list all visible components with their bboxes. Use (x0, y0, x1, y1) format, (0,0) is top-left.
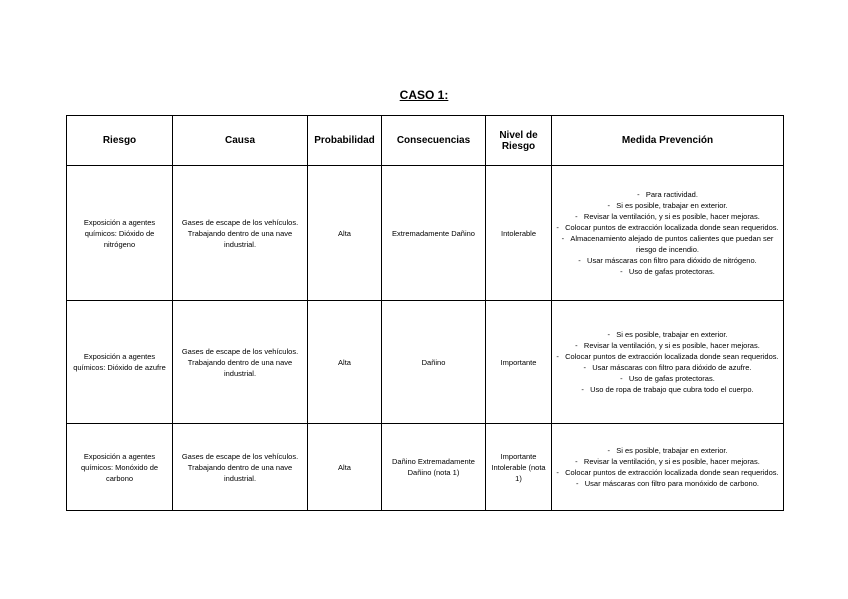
measure-item: - Colocar puntos de extracción localizada donde sean requeridos. (555, 222, 780, 233)
table-row (67, 301, 784, 424)
header-riesgo: Riesgo (67, 116, 173, 166)
cell-nivel: Intolerable (486, 166, 552, 301)
measure-item: - Revisar la ventilación, y si es posible, hacer mejoras. (555, 456, 780, 467)
cell-consecuencias: Extremadamente Dañino (382, 166, 486, 301)
table-row (67, 424, 784, 511)
cell-consecuencias: Dañino (382, 301, 486, 424)
table-row (67, 166, 784, 301)
document-title: CASO 1: (399, 88, 449, 102)
measures-list (555, 189, 780, 277)
cell-riesgo: Exposición a agentes químicos: Monóxido de carbono (67, 424, 173, 511)
measure-item: - Uso de gafas protectoras. (555, 373, 780, 384)
cell-probabilidad: Alta (308, 166, 382, 301)
table-header-row (67, 116, 784, 166)
cell-probabilidad: Alta (308, 301, 382, 424)
measure-item: - Colocar puntos de extracción localizada donde sean requeridos. (555, 467, 780, 478)
measures-list (555, 445, 780, 489)
measure-item: - Usar máscaras con filtro para monóxido de carbono. (555, 478, 780, 489)
header-medida-prevencion: Medida Prevención (552, 116, 784, 166)
cell-causa: Gases de escape de los vehículos. Trabajando dentro de una nave industrial. (173, 301, 308, 424)
measure-item: - Usar máscaras con filtro para dióxido de azufre. (555, 362, 780, 373)
measure-item: - Revisar la ventilación, y si es posible, hacer mejoras. (555, 211, 780, 222)
cell-causa: Gases de escape de los vehículos. Trabajando dentro de una nave industrial. (173, 424, 308, 511)
measure-item: - Usar máscaras con filtro para dióxido de nitrógeno. (555, 255, 780, 266)
risk-table (66, 115, 784, 511)
measure-item: - Si es posible, trabajar en exterior. (555, 445, 780, 456)
header-consecuencias: Consecuencias (382, 116, 486, 166)
cell-riesgo: Exposición a agentes químicos: Dióxido de azufre (67, 301, 173, 424)
measure-item: - Almacenamiento alejado de puntos calientes que puedan ser riesgo de incendio. (555, 233, 780, 255)
cell-medidas (552, 424, 784, 511)
measure-item: - Revisar la ventilación, y si es posible, hacer mejoras. (555, 340, 780, 351)
measure-item: - Si es posible, trabajar en exterior. (555, 329, 780, 340)
measures-list (555, 329, 780, 395)
measure-item: - Para ractividad. (555, 189, 780, 200)
cell-riesgo: Exposición a agentes químicos: Dióxido de nitrógeno (67, 166, 173, 301)
cell-causa: Gases de escape de los vehículos. Trabajando dentro de una nave industrial. (173, 166, 308, 301)
measure-item: - Si es posible, trabajar en exterior. (555, 200, 780, 211)
cell-nivel: Importante (486, 301, 552, 424)
header-causa: Causa (173, 116, 308, 166)
header-nivel-de-riesgo: Nivel de Riesgo (486, 116, 552, 166)
cell-medidas (552, 301, 784, 424)
cell-consecuencias: Dañino Extremadamente Dañino (nota 1) (382, 424, 486, 511)
measure-item: - Colocar puntos de extracción localizada donde sean requeridos. (555, 351, 780, 362)
measure-item: - Uso de ropa de trabajo que cubra todo el cuerpo. (555, 384, 780, 395)
cell-medidas (552, 166, 784, 301)
header-probabilidad: Probabilidad (308, 116, 382, 166)
cell-nivel: Importante Intolerable (nota 1) (486, 424, 552, 511)
cell-probabilidad: Alta (308, 424, 382, 511)
measure-item: - Uso de gafas protectoras. (555, 266, 780, 277)
